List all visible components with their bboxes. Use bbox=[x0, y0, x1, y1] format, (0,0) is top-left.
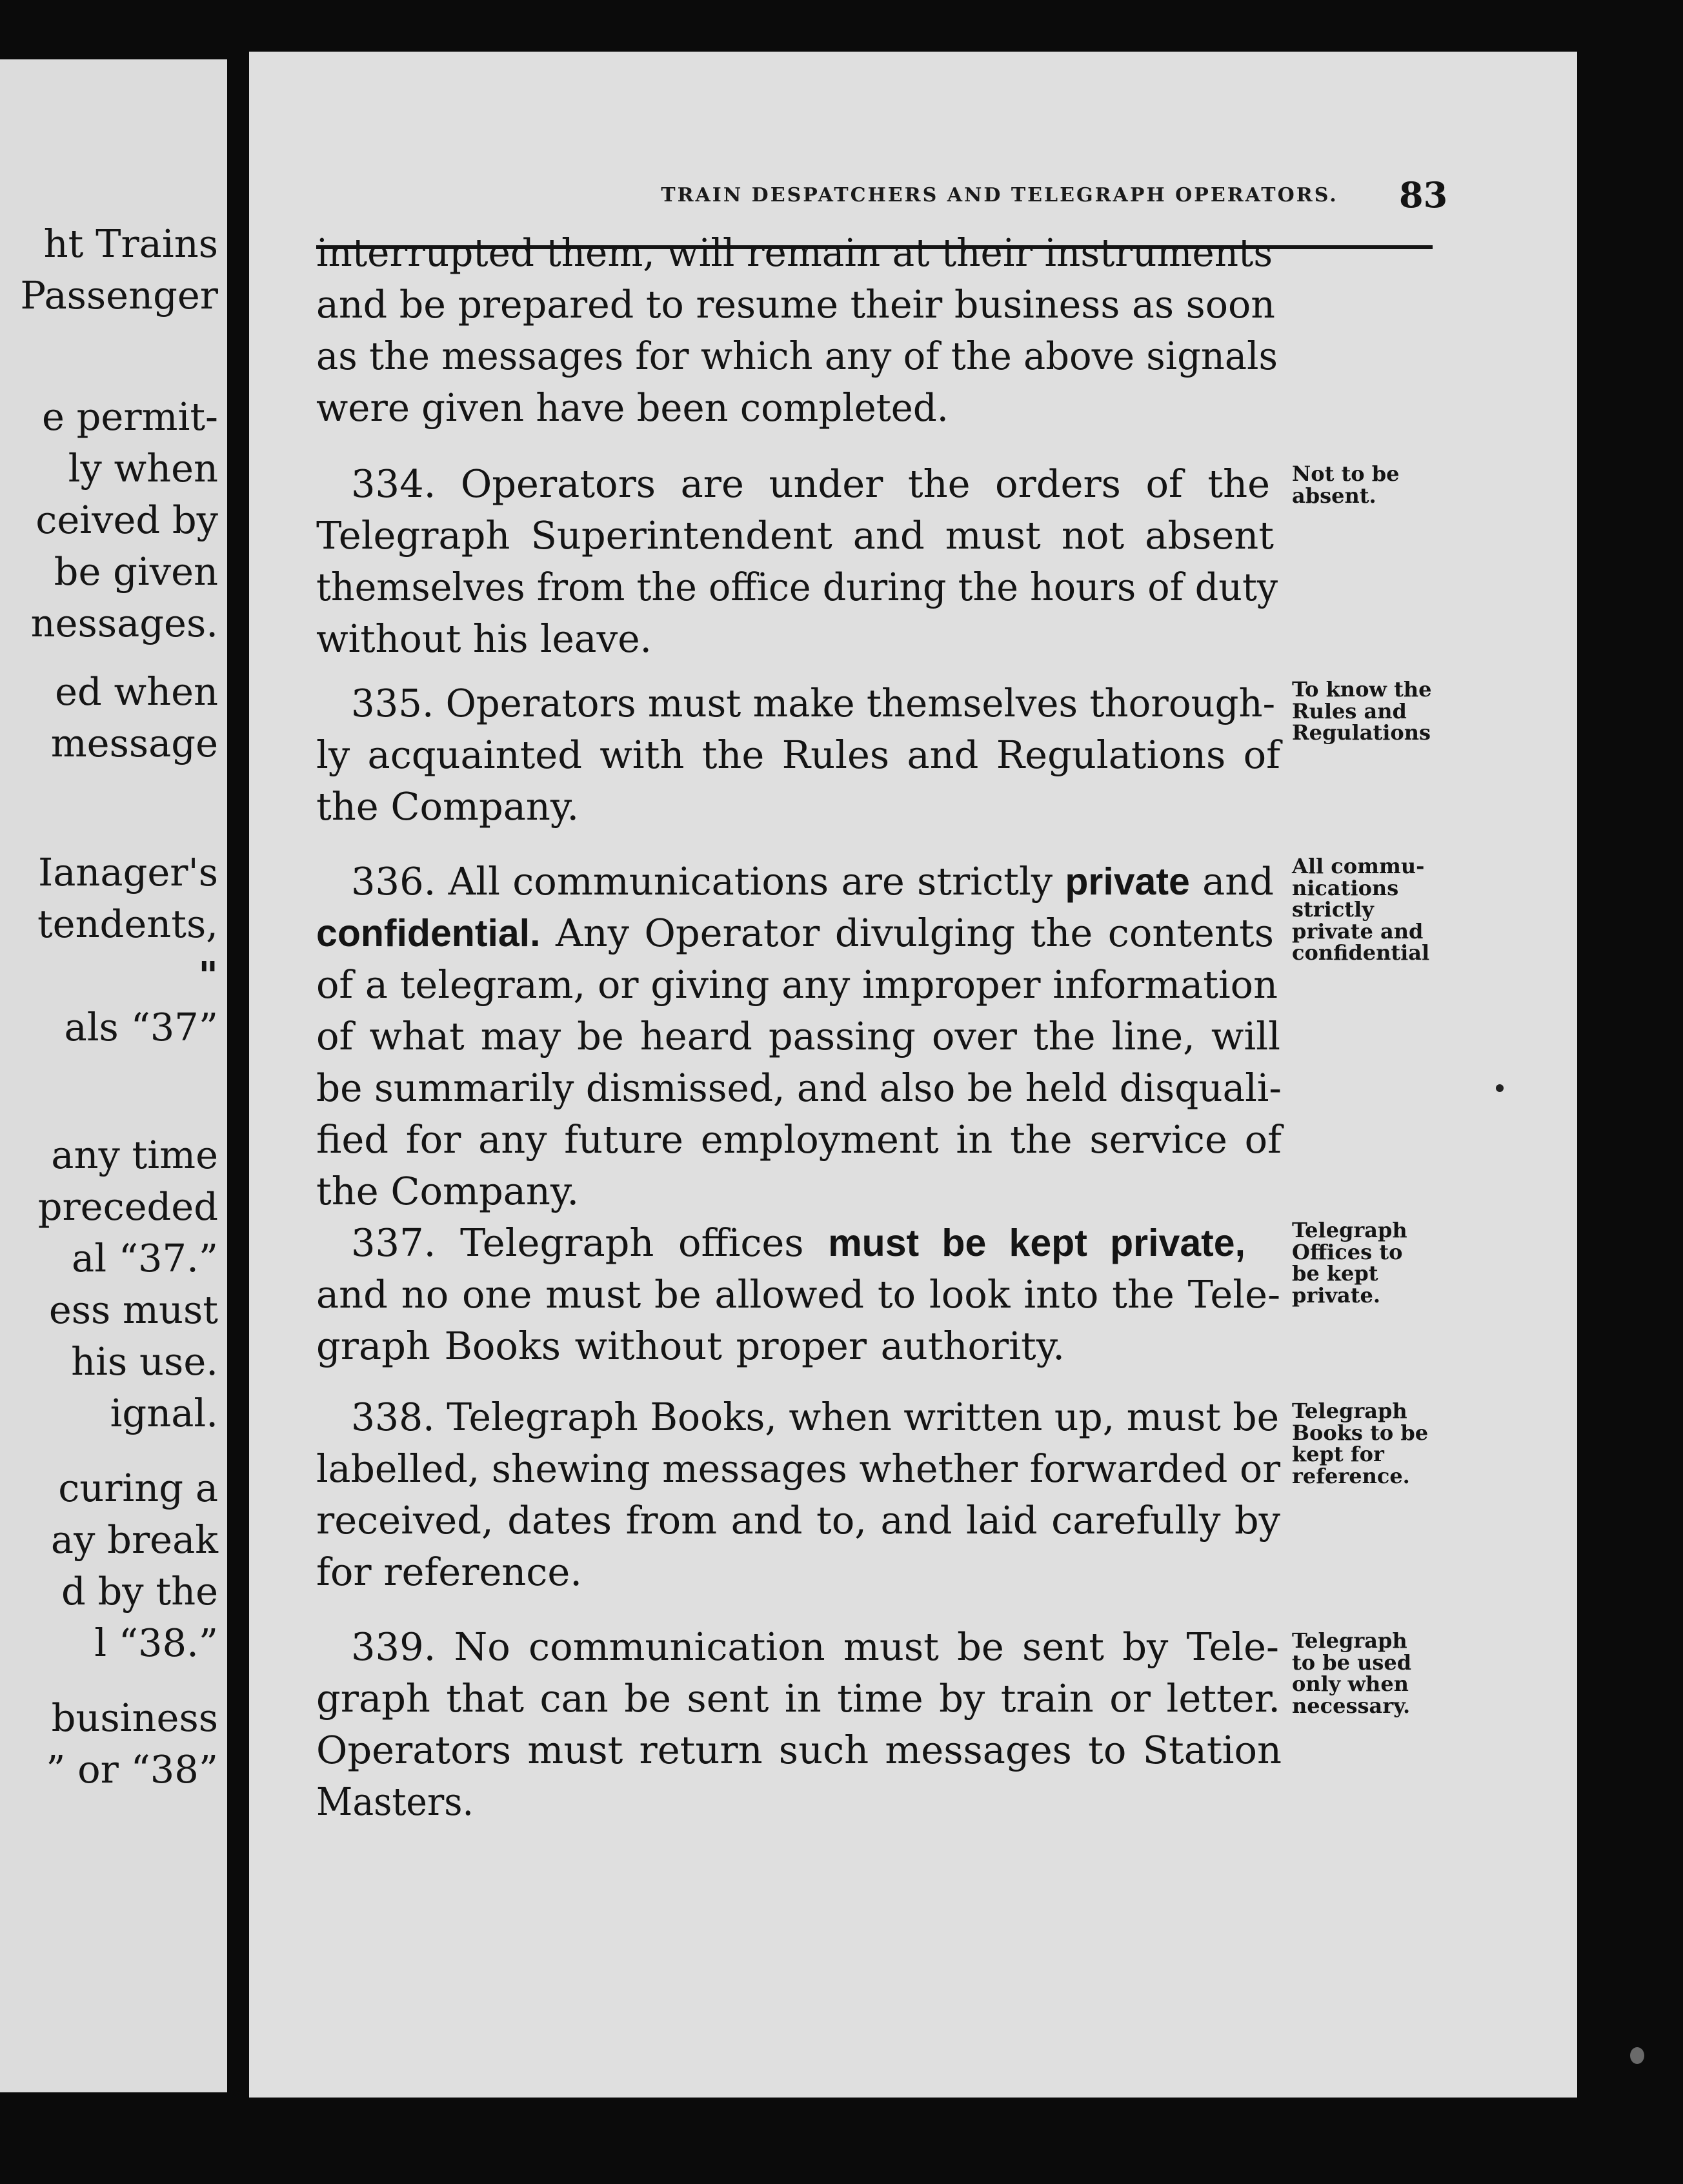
previous-page-line: ed when bbox=[55, 669, 218, 714]
previous-page-line: als “37” bbox=[64, 1005, 218, 1049]
body-line: for reference. bbox=[316, 1550, 583, 1594]
previous-page-line: business bbox=[51, 1695, 218, 1740]
previous-page-line: ay break bbox=[50, 1517, 218, 1562]
previous-page-line: message bbox=[50, 721, 218, 765]
body-line: 335. Operators must make themselves thorough- bbox=[351, 681, 1276, 725]
margin-note: Telegraph Offices to be kept private. bbox=[1292, 1218, 1407, 1308]
body-line: were given have been completed. bbox=[316, 385, 949, 430]
previous-page-line: ignal. bbox=[110, 1391, 218, 1435]
previous-page-line: al “37.” bbox=[72, 1236, 218, 1280]
previous-page-line: preceded bbox=[37, 1184, 218, 1229]
body-line: Telegraph Superintendent and must not absent bbox=[316, 513, 1274, 558]
previous-page-line: ht Trains bbox=[43, 221, 218, 266]
body-line: confidential. Any Operator divulging the contents bbox=[316, 911, 1274, 955]
body-line: labelled, shewing messages whether forwarded or bbox=[316, 1446, 1281, 1491]
previous-page-line: his use. bbox=[71, 1339, 218, 1384]
page-83 bbox=[249, 52, 1577, 2098]
previous-page-line: curing a bbox=[58, 1466, 218, 1510]
body-line: themselves from the office during the hours of duty bbox=[316, 565, 1278, 609]
previous-page-line: " bbox=[198, 953, 218, 998]
page-number: 83 bbox=[1399, 174, 1448, 216]
previous-page-line: be given bbox=[54, 549, 218, 594]
body-line: the Company. bbox=[316, 1169, 579, 1213]
body-line: and no one must be allowed to look into the Tele- bbox=[316, 1272, 1281, 1317]
running-head: TRAIN DESPATCHERS AND TELEGRAPH OPERATORS. bbox=[661, 184, 1338, 207]
previous-page-line: ess must bbox=[48, 1288, 218, 1332]
body-line: Operators must return such messages to Station bbox=[316, 1728, 1282, 1772]
dust-speck bbox=[1630, 2047, 1644, 2064]
previous-page-fragment bbox=[0, 59, 227, 2092]
body-line: graph Books without proper authority. bbox=[316, 1324, 1065, 1368]
previous-page-line: tendents, bbox=[37, 902, 218, 946]
body-line: 336. All communications are strictly private and bbox=[351, 859, 1275, 904]
body-line: without his leave. bbox=[316, 616, 652, 661]
body-line: and be prepared to resume their business as soon bbox=[316, 282, 1275, 327]
previous-page-line: ly when bbox=[68, 446, 218, 490]
body-line: be summarily dismissed, and also be held disquali- bbox=[316, 1066, 1282, 1110]
body-line: ly acquainted with the Rules and Regulations of bbox=[316, 733, 1280, 777]
body-line: interrupted them, will remain at their instruments bbox=[316, 230, 1273, 275]
previous-page-line: Ianager's bbox=[37, 850, 218, 895]
previous-page-line: any time bbox=[51, 1133, 218, 1177]
body-line: fied for any future employment in the service of bbox=[316, 1117, 1282, 1162]
margin-note: All commu- nications strictly private and confidential bbox=[1292, 854, 1430, 966]
margin-note: Not to be absent. bbox=[1292, 461, 1400, 508]
body-line: 337. Telegraph offices must be kept private, bbox=[351, 1220, 1246, 1265]
body-line: of a telegram, or giving any improper information bbox=[316, 962, 1278, 1007]
margin-note: Telegraph Books to be kept for reference. bbox=[1292, 1399, 1429, 1488]
body-line: of what may be heard passing over the line, will bbox=[316, 1014, 1280, 1058]
previous-page-line: e permit- bbox=[41, 394, 218, 439]
previous-page-line: ceived by bbox=[35, 498, 218, 542]
body-line: 334. Operators are under the orders of the bbox=[351, 461, 1270, 506]
previous-page-line: nessages. bbox=[30, 601, 218, 645]
previous-page-line: l “38.” bbox=[94, 1621, 218, 1665]
previous-page-line: ” or “38” bbox=[46, 1747, 218, 1792]
previous-page-line: d by the bbox=[61, 1569, 218, 1613]
body-line: Masters. bbox=[316, 1779, 474, 1824]
body-line: 338. Telegraph Books, when written up, must be bbox=[351, 1395, 1280, 1439]
margin-note: To know the Rules and Regulations bbox=[1292, 677, 1432, 745]
body-line: as the messages for which any of the above signals bbox=[316, 334, 1278, 378]
margin-note: Telegraph to be used only when necessary. bbox=[1292, 1628, 1412, 1718]
dust-speck bbox=[1496, 1084, 1504, 1092]
previous-page-line: Passenger bbox=[20, 273, 218, 318]
body-line: received, dates from and to, and laid carefully by bbox=[316, 1498, 1281, 1542]
body-line: 339. No communication must be sent by Tele- bbox=[351, 1624, 1279, 1669]
body-line: graph that can be sent in time by train or letter. bbox=[316, 1676, 1281, 1721]
body-line: the Company. bbox=[316, 784, 579, 829]
